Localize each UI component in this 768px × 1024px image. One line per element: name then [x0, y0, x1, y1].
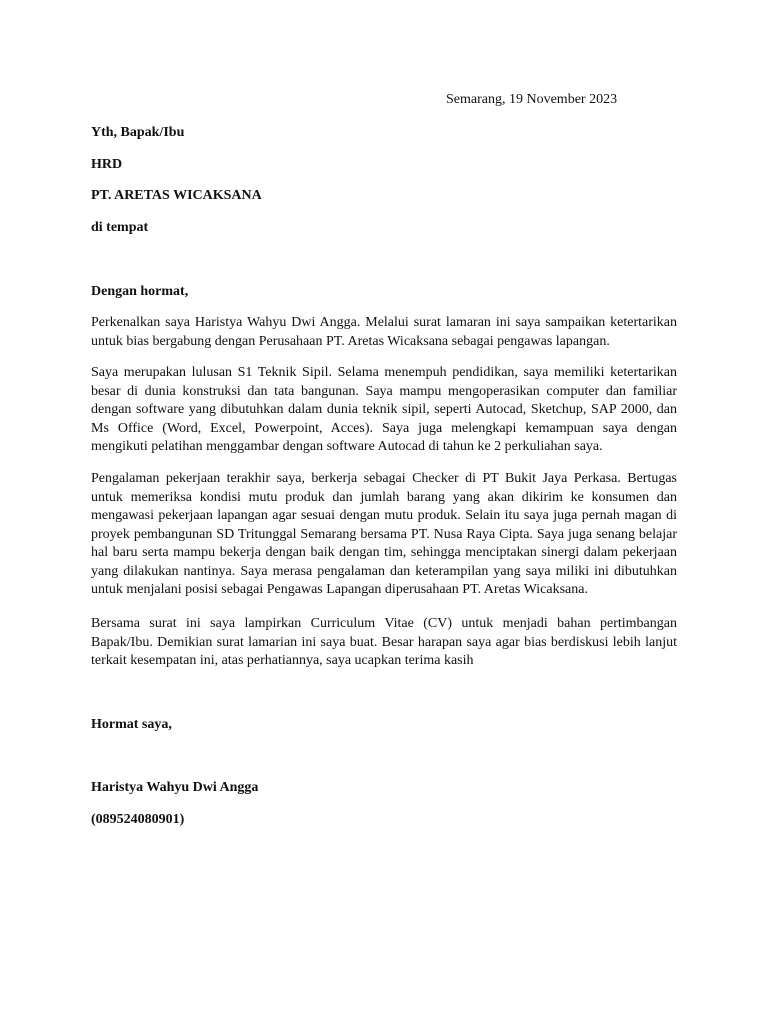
paragraph-introduction [91, 314, 677, 351]
closing-salutation: Hormat saya, [91, 717, 172, 732]
paragraph-closing-remarks [91, 615, 677, 671]
recipient-salutation: Yth, Bapak/Ibu [91, 125, 185, 140]
paragraph-experience [91, 470, 677, 600]
recipient-company: PT. ARETAS WICAKSANA [91, 188, 262, 203]
greeting: Dengan hormat, [91, 284, 189, 299]
recipient-location: di tempat [91, 220, 149, 235]
paragraph-text: Saya merupakan lulusan S1 Teknik Sipil. Selama menempuh pendidikan, saya memiliki ketertarikan besar di dunia konstruksi dan tata bangunan. Saya mampu mengoperasikan computer dan familiar dengan software yang dibutuhkan dalam dunia teknik sipil, seperti Autocad, Sketchup, SAP 2000, dan Ms Office (Word, Excel, Powerpoint, Acces). Saya juga melengkapi kemampuan saya dengan mengikuti pelatihan menggambar dengan software Autocad di tahun ke 2 perkuliahan saya. [91, 365, 677, 454]
paragraph-text: Pengalaman pekerjaan terakhir saya, berkerja sebagai Checker di PT Bukit Jaya Perkasa. Bertugas untuk memeriksa kondisi mutu produk dan jumlah barang yang akan dikirim ke konsumen dan mengawasi pekerjaan lapangan agar sesuai dengan mutu produk. Selain itu saya juga pernah magan di proyek pembangunan SD Tritunggal Semarang bersama PT. Nusa Raya Cipta. Saya juga senang belajar hal baru serta mampu bekerja dengan baik dengan tim, sehingga menciptakan sinergi dalam pekerjaan yang dilakukan nantinya. Saya merasa pengalaman dan keterampilan yang saya miliki ini dibutuhkan untuk menjalani posisi sebagai Pengawas Lapangan diperusahaan PT. Aretas Wicaksana. [91, 471, 677, 597]
paragraph-education-skills [91, 364, 677, 457]
signer-name: Haristya Wahyu Dwi Angga [91, 780, 259, 795]
paragraph-text: Perkenalkan saya Haristya Wahyu Dwi Angga. Melalui surat lamaran ini saya sampaikan ketertarikan untuk bias bergabung dengan Perusahaan PT. Aretas Wicaksana sebagai pengawas lapangan. [91, 315, 677, 349]
signer-phone: (089524080901) [91, 812, 185, 827]
place-date: Semarang, 19 November 2023 [446, 92, 618, 107]
paragraph-text: Bersama surat ini saya lampirkan Curriculum Vitae (CV) untuk menjadi bahan pertimbangan Bapak/Ibu. Demikian surat lamarian ini saya buat. Besar harapan saya agar bias berdiskusi lebih lanjut terkait kesempatan ini, atas perhatiannya, saya ucapkan terima kasih [91, 616, 677, 668]
recipient-department: HRD [91, 157, 123, 172]
